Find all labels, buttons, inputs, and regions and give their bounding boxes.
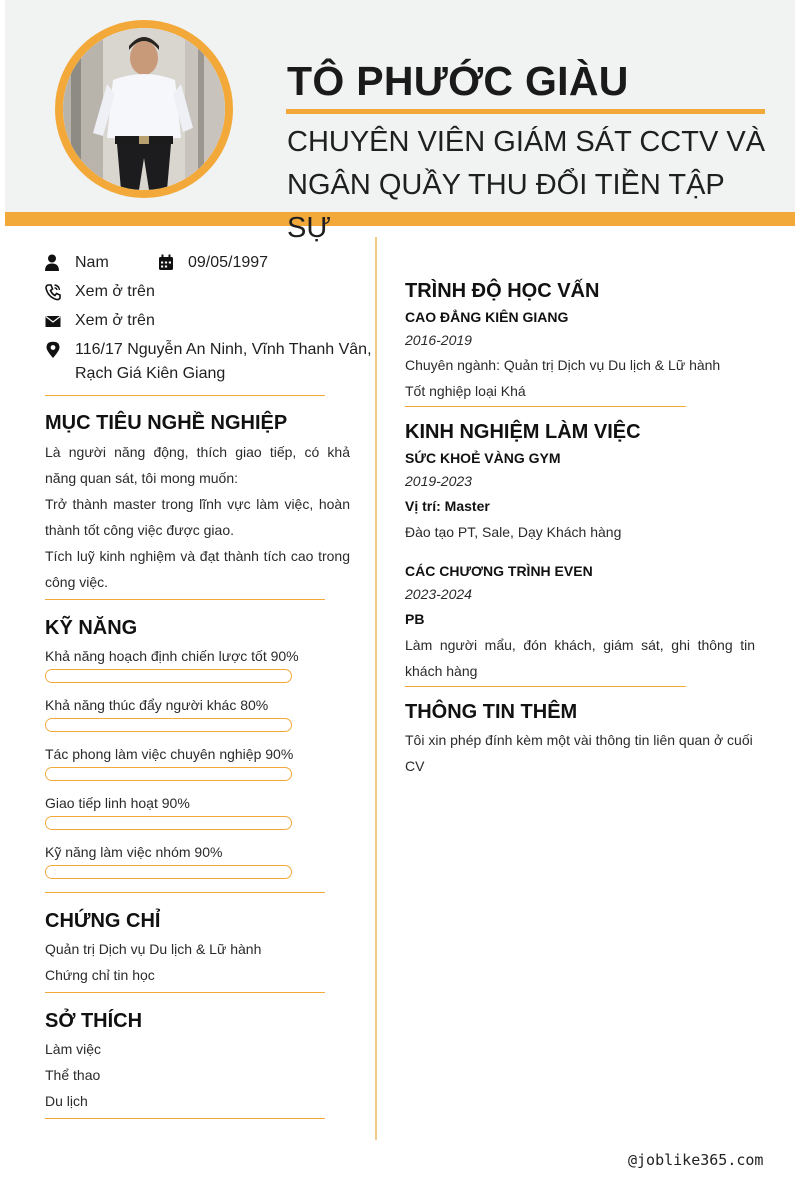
column-divider	[375, 237, 377, 1140]
contact-address	[45, 338, 372, 382]
experience-title: KINH NGHIỆM LÀM VIỆC	[405, 421, 641, 443]
job-period: 2023-2024	[405, 586, 472, 602]
education-title: TRÌNH ĐỘ HỌC VẤN	[405, 280, 600, 302]
skill-bar	[45, 816, 292, 830]
skill-level	[46, 719, 242, 731]
skills-title: KỸ NĂNG	[45, 617, 138, 639]
skill-level	[46, 768, 267, 780]
candidate-name: TÔ PHƯỚC GIÀU	[287, 58, 629, 104]
education-school: CAO ĐẲNG KIÊN GIANG	[405, 309, 569, 325]
skill-bar	[45, 669, 292, 683]
envelope-icon	[45, 312, 61, 330]
address-text: 116/17 Nguyễn An Ninh, Vĩnh Thanh Vân, Rạch Giá Kiên Giang	[75, 341, 372, 382]
hobbies-title: SỞ THÍCH	[45, 1010, 143, 1032]
skill-label: Kỹ năng làm việc nhóm 90%	[45, 844, 223, 860]
hobby-item: Du lịch	[45, 1093, 88, 1109]
job-position: Vị trí: Master	[405, 498, 490, 514]
divider	[405, 406, 686, 407]
location-pin-icon	[45, 341, 61, 359]
skill-level	[46, 817, 267, 829]
job-title: CHUYÊN VIÊN GIÁM SÁT CCTV VÀ NGÂN QUẦY THU ĐỔI TIỀN TẬP SỰ	[287, 126, 766, 244]
watermark: @joblike365.com	[628, 1151, 764, 1169]
objective-title: MỤC TIÊU NGHỀ NGHIỆP	[45, 412, 288, 434]
education-grade: Tốt nghiệp loại Khá	[405, 383, 526, 399]
skill-level	[46, 866, 267, 878]
additional-text: Tôi xin phép đính kèm một vài thông tin liên quan ở cuối CV	[405, 732, 761, 774]
email-text: Xem ở trên	[75, 312, 155, 329]
skill-label: Khả năng hoạch định chiến lược tốt 90%	[45, 648, 299, 664]
skill-label: Tác phong làm việc chuyên nghiệp 90%	[45, 746, 294, 762]
divider	[45, 992, 325, 993]
skill-label: Khả năng thúc đẩy người khác 80%	[45, 697, 269, 713]
contact-gender	[45, 251, 109, 272]
hobby-item: Làm việc	[45, 1041, 102, 1057]
certificates-title: CHỨNG CHỈ	[45, 910, 161, 932]
hobby-item: Thể thao	[45, 1067, 101, 1083]
skill-level	[46, 670, 267, 682]
divider	[405, 686, 686, 687]
certificate-item: Chứng chỉ tin học	[45, 967, 155, 983]
profile-photo	[63, 28, 225, 190]
phone-icon	[45, 283, 61, 301]
contact-phone	[45, 280, 155, 301]
divider	[45, 1118, 325, 1119]
phone-text: Xem ở trên	[75, 283, 155, 300]
gender-text: Nam	[75, 254, 109, 271]
job-company: CÁC CHƯƠNG TRÌNH EVEN	[405, 563, 593, 579]
skill-bar	[45, 767, 292, 781]
divider	[45, 395, 325, 396]
education-major: Chuyên ngành: Quản trị Dịch vụ Du lịch & Lữ hành	[405, 357, 721, 373]
birthdate-text: 09/05/1997	[188, 254, 269, 271]
skill-label: Giao tiếp linh hoạt 90%	[45, 795, 190, 811]
job-period: 2019-2023	[405, 473, 472, 489]
divider	[45, 892, 325, 893]
contact-email	[45, 309, 155, 330]
avatar	[55, 20, 233, 198]
skill-bar	[45, 718, 292, 732]
skill-bar	[45, 865, 292, 879]
contact-birthdate	[158, 251, 269, 272]
calendar-icon	[158, 254, 174, 272]
job-description: Đào tạo PT, Sale, Dạy Khách hàng	[405, 524, 622, 540]
additional-title: THÔNG TIN THÊM	[405, 701, 578, 723]
job-company: SỨC KHOẺ VÀNG GYM	[405, 450, 561, 466]
objective-paragraph: Là người năng động, thích giao tiếp, có khả năng quan sát, tôi mong muốn:	[45, 444, 350, 486]
user-icon	[45, 254, 61, 272]
certificate-item: Quản trị Dịch vụ Du lịch & Lữ hành	[45, 941, 262, 957]
job-description: Làm người mẩu, đón khách, giám sát, ghi thông tin khách hàng	[405, 637, 755, 679]
divider	[45, 599, 325, 600]
objective-paragraph: Tích luỹ kinh nghiệm và đạt thành tích cao trong công việc.	[45, 548, 350, 590]
job-position: PB	[405, 611, 425, 627]
name-underline	[286, 109, 765, 114]
objective-paragraph: Trở thành master trong lĩnh vực làm việc, hoàn thành tốt công việc được giao.	[45, 496, 350, 538]
education-period: 2016-2019	[405, 332, 472, 348]
